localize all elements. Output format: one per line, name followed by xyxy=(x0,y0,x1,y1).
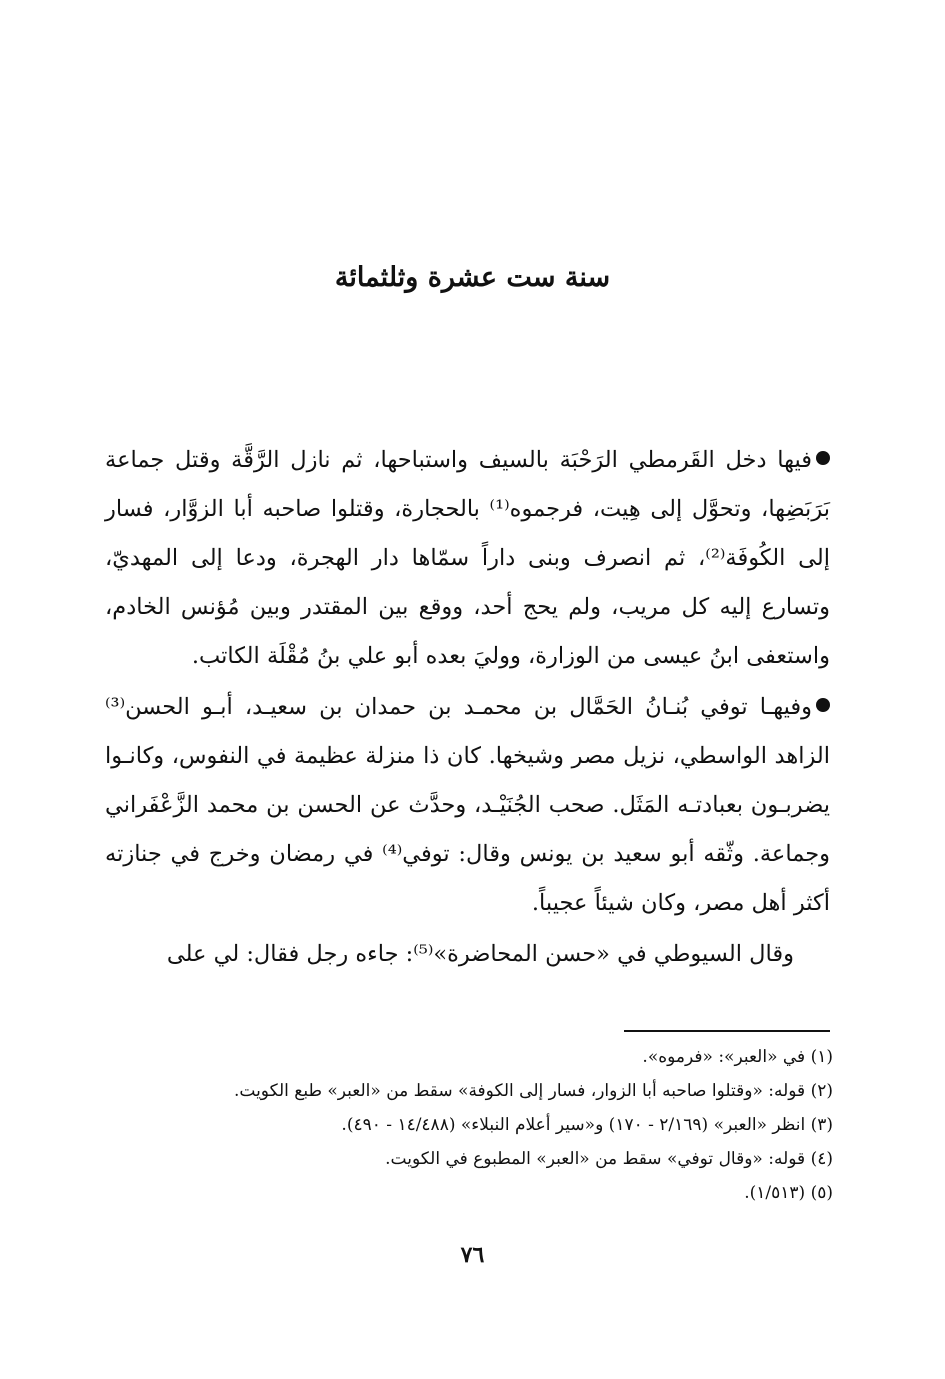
page-number: ٧٦ xyxy=(460,1242,485,1268)
paragraph-quote xyxy=(105,930,830,979)
main-text xyxy=(105,436,830,981)
footnote-divider xyxy=(624,1030,830,1032)
footnotes-list xyxy=(113,1040,833,1210)
paragraph-text: وفيهـا توفي بُنـانُ الحَمَّال بن محمـد بن حمدان بن سعيـد، أبـو الحسن⁽³⁾ الزاهد الواسطي، نزيل مصر وشيخها. كان ذا منزلة عظيمة في النفوس، وكانـوا يضربـون بعبادتـه المَثَل. صحب الجُنَيْـد، وحدَّث عن الحسن بن محمد الزَّعْفَراني وجماعة. وثّقه أبو سعيد بن يونس وقال: توفي⁽⁴⁾ في رمضان وخرج في جنازته أكثر أهل مصر، وكان شيئاً عجيباً. xyxy=(105,694,830,916)
paragraph-deaths xyxy=(105,683,830,928)
footnote-item: (٥) (١/٥١٣). xyxy=(744,1183,833,1203)
footnote-item: (٤) قوله: «وقال توفي» سقط من «العبر» المطبوع في الكويت. xyxy=(385,1149,833,1169)
paragraph-text: وقال السيوطي في «حسن المحاضرة»⁽⁵⁾: جاءه رجل فقال: لي على xyxy=(166,941,794,967)
footnote-item: (١) في «العبر»: «فرموه». xyxy=(642,1047,833,1067)
footnote-item: (٢) قوله: «وقتلوا صاحبه أبا الزوار، فسار إلى الكوفة» سقط من «العبر» طبع الكويت. xyxy=(233,1081,833,1101)
bullet-icon xyxy=(816,698,830,712)
footnote-item: (٣) انظر «العبر» (٢/١٦٩ - ١٧٠) و«سير أعلام النبلاء» (١٤/٤٨٨ - ٤٩٠). xyxy=(341,1115,833,1135)
chapter-title: سنة ست عشرة وثلثمائة xyxy=(334,262,611,293)
bullet-icon xyxy=(816,451,830,465)
paragraph-events xyxy=(105,436,830,681)
paragraph-text: فيها دخل القَرمطي الرَحْبَة بالسيف واستباحها، ثم نازل الرَّقَّة وقتل جماعة بَرَبَضِها، وتحوَّل إلى هِيت، فرجموه⁽¹⁾ بالحجارة، وقتلوا صاحبه أبا الزوَّار، فسار إلى الكُوفَة⁽²⁾، ثم انصرف وبنى داراً سمّاها دار الهجرة، ودعا إلى المهديّ، وتسارع إليه كل مريب، ولم يحج أحد، ووقع بين المقتدر وبين مُؤنس الخادم، واستعفى ابنُ عيسى من الوزارة، ووليَ بعده أبو علي بنُ مُقْلَة الكاتب. xyxy=(105,447,830,669)
